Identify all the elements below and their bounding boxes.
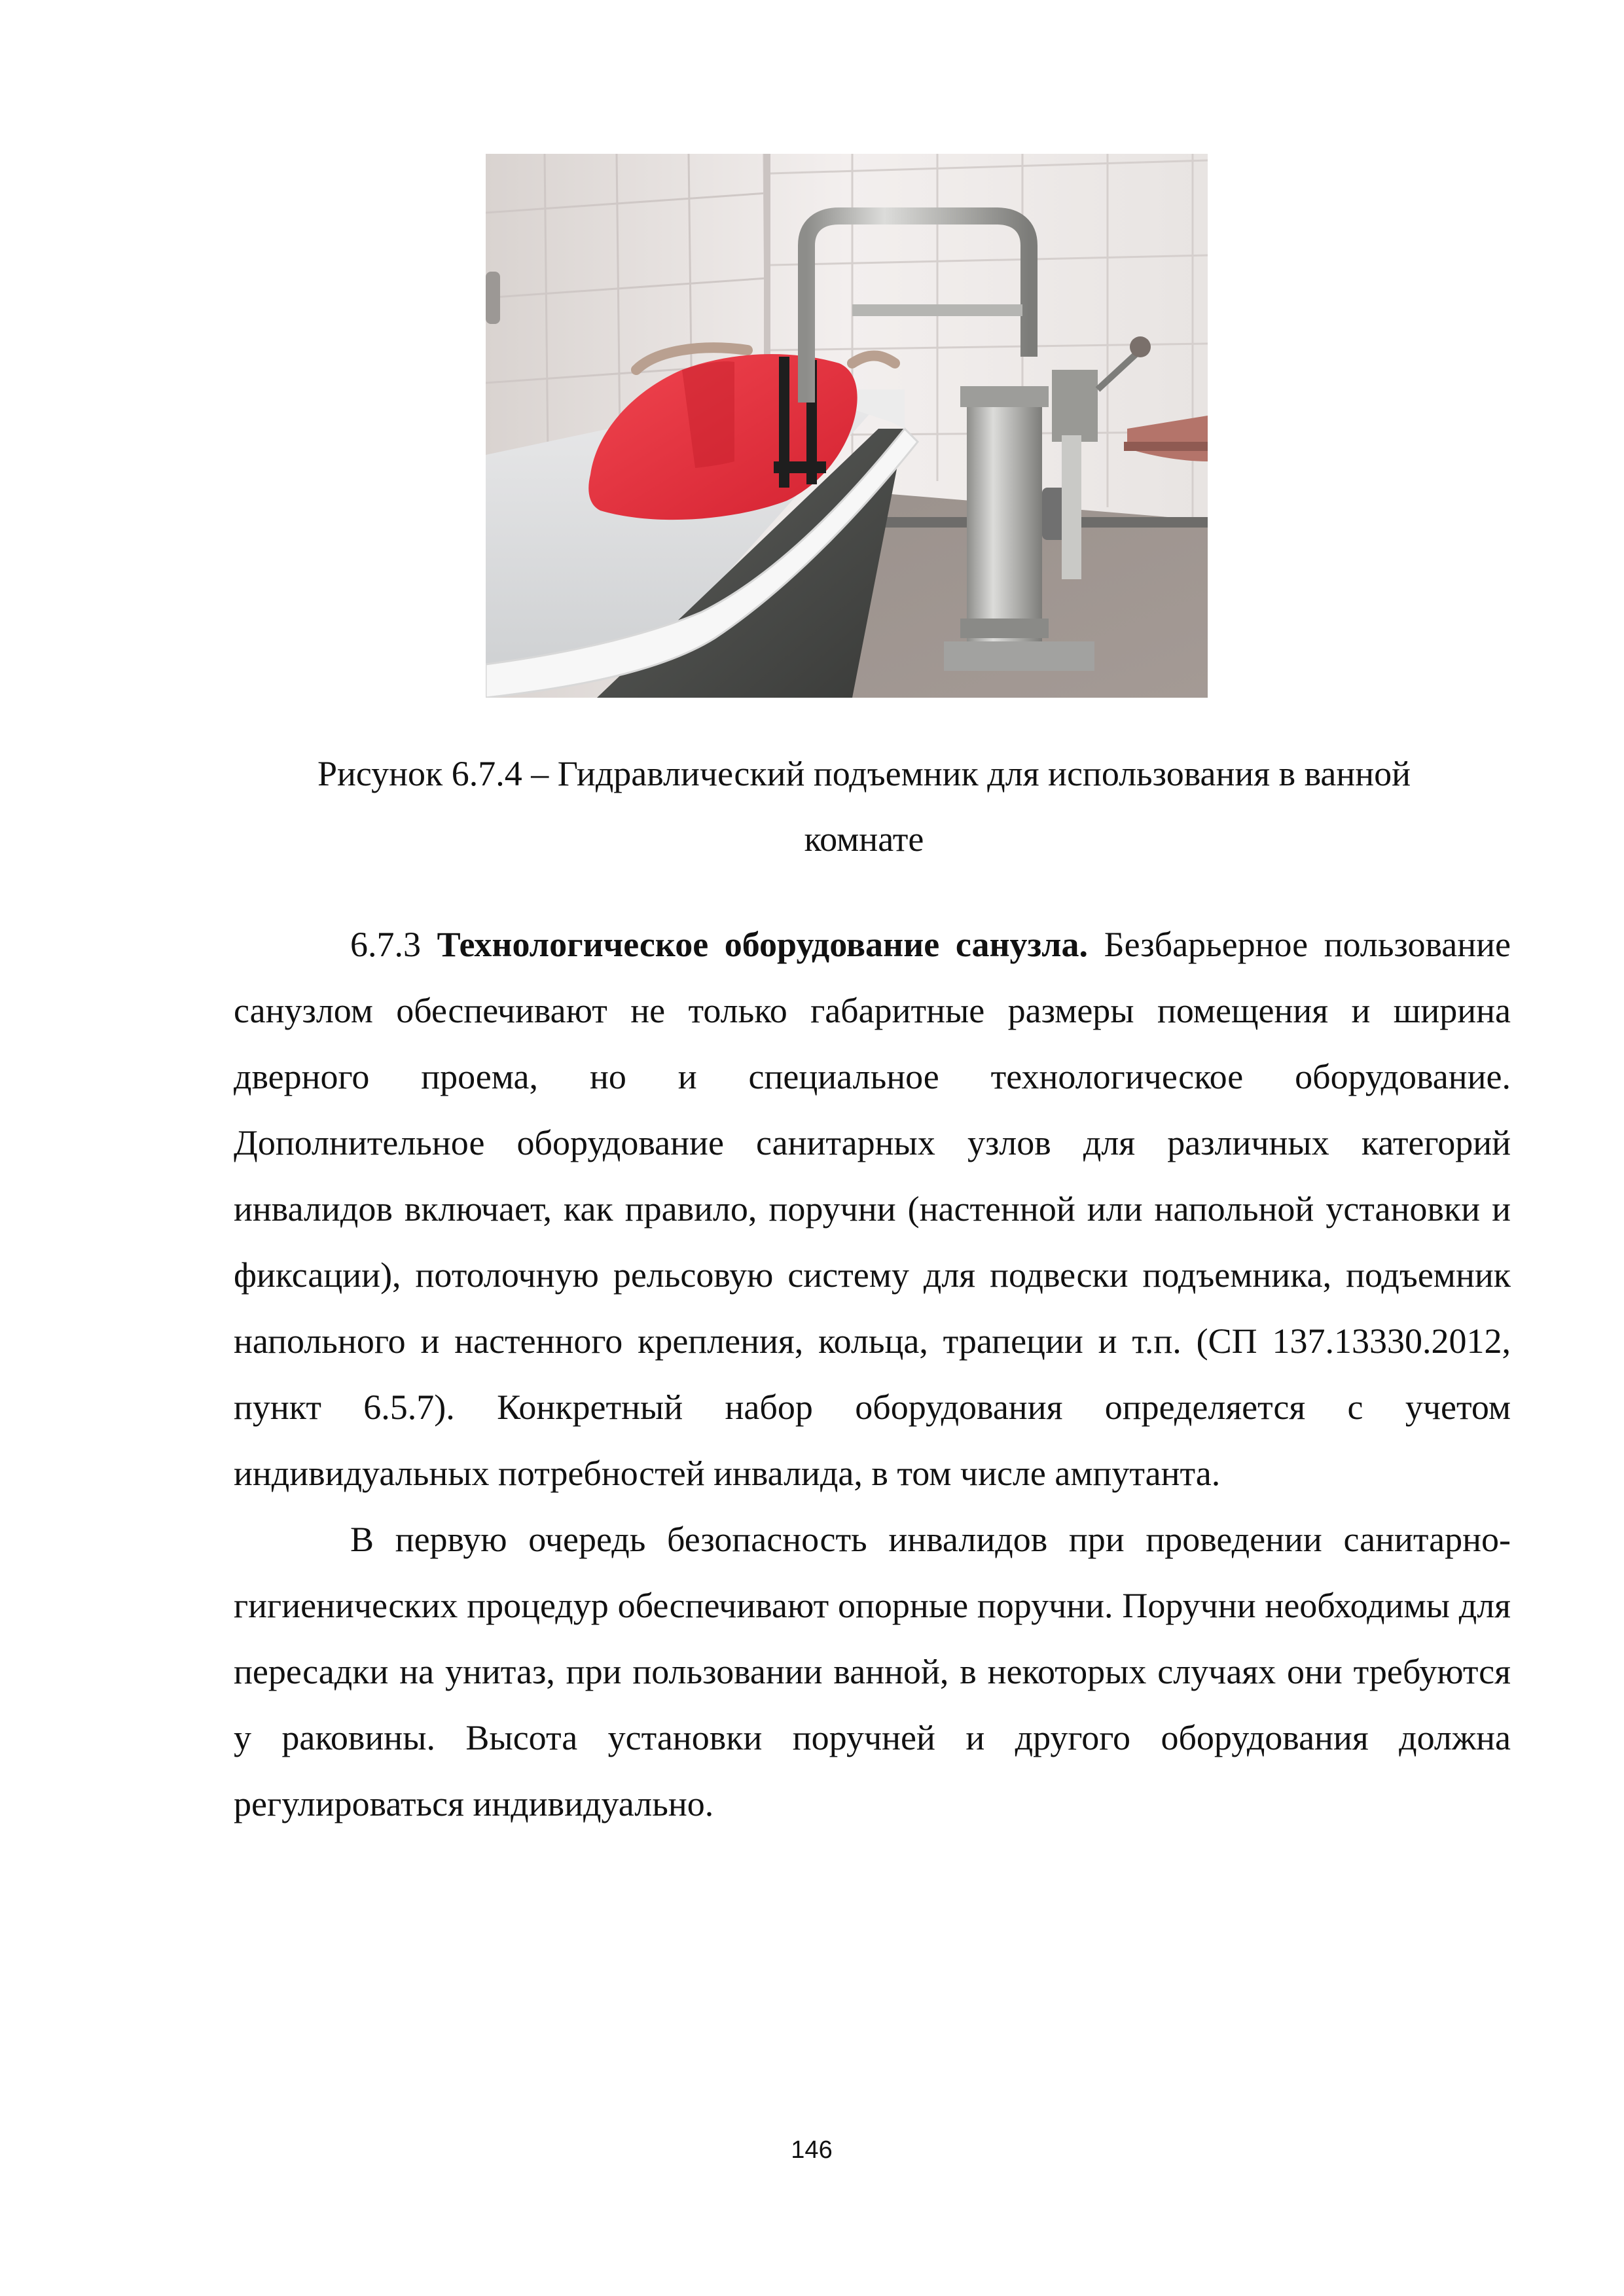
figure-photo [486,154,1208,698]
paragraph-1 [234,912,1511,1507]
page-number: 146 [791,2136,833,2164]
figure-caption-line-1: Рисунок 6.7.4 – Гидравлический подъемник для использования в ванной [317,754,1411,793]
figure-caption-line-2: комнате [804,819,924,859]
section-number: 6.7.3 [350,925,421,964]
section-body [234,912,1511,1837]
bathtub-hydraulic-lift-photo [486,154,1208,698]
figure-caption [236,741,1492,872]
paragraph-2: В первую очередь безопасность инвалидов при проведении санитарно-гигиенических процедур обеспечивают опорные поручни. Поручни необходимы для пересадки на унитаз, при пользовании ванной, в некоторых случаях они требуются у раковины. Высота установки поручней и другого оборудования должна регулироваться индивидуально. [234,1520,1511,1823]
section-heading: Технологическое оборудование санузла. [437,925,1089,964]
paragraph-1-text: Безбарьерное пользование санузлом обеспечивают не только габаритные размеры помещения и ширина дверного проема, но и специальное технологическое оборудование. Дополнительное оборудование санитарных узлов для различных категорий инвалидов включает, как правило, поручни (настенной или напольной установки и фиксации), потолочную рельсовую систему для подвески подъемника, подъемник напольного и настенного крепления, кольца, трапеции и т.п. (СП 137.13330.2012, пункт 6.5.7). Конкретный набор оборудования определяется с учетом индивидуальных потребностей инвалида, в том числе ампутанта. [234,925,1511,1493]
